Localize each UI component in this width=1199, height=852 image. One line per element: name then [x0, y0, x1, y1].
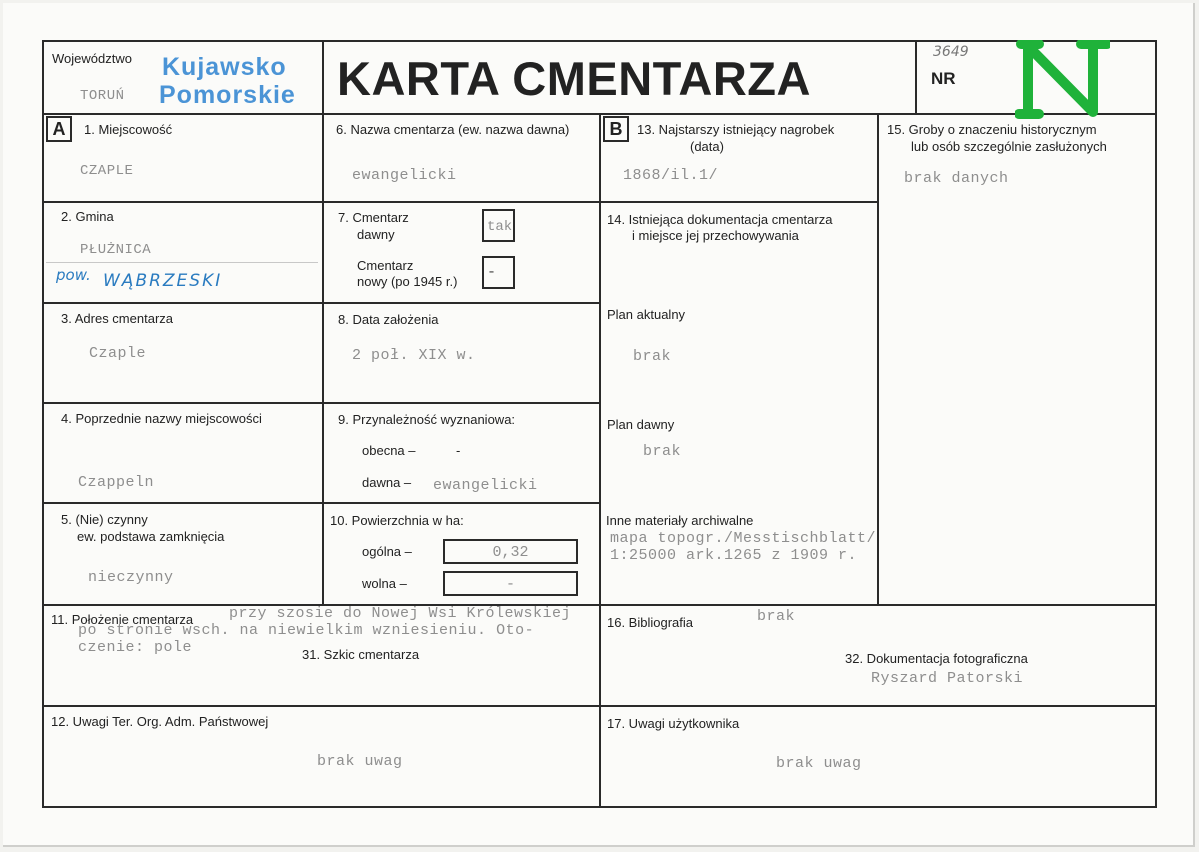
field-10-free-box: [443, 571, 578, 596]
nr-handwritten: 3649: [933, 44, 969, 60]
field-7-new-value: -: [487, 264, 497, 281]
field-32-value: Ryszard Patorski: [871, 670, 1024, 687]
field-2-underline: [46, 262, 318, 263]
field-10-total-box: [443, 539, 578, 564]
row-line-5: [42, 604, 1157, 606]
row-line-6: [42, 705, 1157, 707]
field-7-label-line2: dawny: [357, 227, 395, 242]
field-6-label: 6. Nazwa cmentarza (ew. nazwa dawna): [336, 122, 570, 137]
row-line-1: [42, 201, 878, 203]
section-a-badge: A: [46, 116, 72, 142]
field-2-county-handwritten: WĄBRZESKI: [103, 271, 223, 291]
field-10-free-label: wolna –: [362, 576, 407, 591]
other-materials-label: Inne materiały archiwalne: [606, 513, 754, 528]
field-16-value: brak: [757, 608, 796, 625]
header-vline-2: [915, 40, 917, 114]
field-15-value: brak danych: [904, 170, 1009, 187]
field-8-label: 8. Data założenia: [338, 312, 439, 327]
plan-old-label: Plan dawny: [607, 417, 675, 432]
plan-current-value: brak: [633, 348, 672, 365]
field-2-label: 2. Gmina: [61, 209, 114, 224]
other-materials-line2: 1:25000 ark.1265 z 1909 r.: [610, 547, 858, 564]
field-9-current-label: obecna –: [362, 443, 416, 458]
field-7-old-value: tak: [487, 219, 513, 235]
field-2-pow-handwritten: pow.: [56, 266, 91, 284]
field-7-label-line1: 7. Cmentarz: [338, 210, 409, 225]
field-13-value: 1868/il.1/: [623, 167, 719, 184]
field-5-label-line1: 5. (Nie) czynny: [61, 512, 148, 527]
field-12-value: brak uwag: [317, 753, 403, 770]
field-11-value-line1: przy szosie do Nowej Wsi Królewskiej: [229, 605, 572, 622]
field-11-value-line3: czenie: pole: [78, 639, 193, 656]
field-10-label: 10. Powierzchnia w ha:: [330, 513, 464, 528]
field-31-label: 31. Szkic cmentarza: [302, 647, 420, 662]
nr-label: NR: [931, 69, 956, 88]
field-9-former-value: ewangelicki: [433, 477, 538, 494]
field-17-label: 17. Uwagi użytkownika: [607, 716, 740, 731]
field-5-value: nieczynny: [88, 569, 174, 586]
plan-current-label: Plan aktualny: [607, 307, 686, 322]
col-line-2: [599, 113, 601, 808]
field-10-free-value: -: [505, 576, 515, 593]
other-materials-line1: mapa topogr./Messtischblatt/: [610, 530, 877, 547]
row-line-3: [42, 402, 600, 404]
field-7-old-checkbox: [482, 209, 515, 242]
row-line-4: [42, 502, 600, 504]
field-3-label: 3. Adres cmentarza: [61, 311, 173, 326]
field-1-value: CZAPLE: [80, 163, 134, 179]
field-9-former-label: dawna –: [362, 475, 412, 490]
field-10-total-label: ogólna –: [362, 544, 412, 559]
field-13-label-line1: 13. Najstarszy istniejący nagrobek: [637, 122, 835, 137]
col-line-1: [322, 113, 324, 605]
field-12-label: 12. Uwagi Ter. Org. Adm. Państwowej: [51, 714, 269, 729]
field-15-label-line1: 15. Groby o znaczeniu historycznym: [887, 122, 1097, 137]
field-14-label-line2: i miejsce jej przechowywania: [632, 228, 799, 243]
field-10-total-value: 0,32: [492, 544, 529, 561]
field-11-value-line2: po stronie wsch. na niewielkim wzniesieniu. Oto-: [78, 622, 535, 639]
voivodeship-stamp-line1: Kujawsko: [162, 53, 287, 81]
field-17-value: brak uwag: [776, 755, 862, 772]
field-14-label-line1: 14. Istniejąca dokumentacja cmentarza: [607, 212, 833, 227]
voivodeship-stamp-line2: Pomorskie: [159, 81, 296, 109]
field-8-value: 2 poł. XIX w.: [352, 347, 476, 364]
section-b-badge: B: [603, 116, 629, 142]
field-6-value: ewangelicki: [352, 167, 457, 184]
header-vline-1: [322, 40, 324, 114]
field-11-label: 11. Położenie cmentarza: [51, 612, 194, 627]
field-15-label-line2: lub osób szczególnie zasłużonych: [911, 139, 1107, 154]
field-9-label: 9. Przynależność wyznaniowa:: [338, 412, 516, 427]
field-2-value: PŁUŻNICA: [80, 242, 152, 258]
field-7-new-checkbox: [482, 256, 515, 289]
plan-old-value: brak: [643, 443, 682, 460]
row-line-2: [42, 302, 600, 304]
field-16-label: 16. Bibliografia: [607, 615, 693, 630]
col-line-3: [877, 113, 879, 605]
field-7-new-line1: Cmentarz: [357, 258, 414, 273]
field-1-label: 1. Miejscowość: [84, 122, 173, 137]
field-32-label: 32. Dokumentacja fotograficzna: [845, 651, 1028, 666]
green-n-mark: [1015, 40, 1110, 120]
voivodeship-label: Województwo: [52, 51, 132, 66]
field-5-label-line2: ew. podstawa zamknięcia: [77, 529, 225, 544]
field-3-value: Czaple: [89, 345, 147, 362]
field-7-new-line2: nowy (po 1945 r.): [357, 274, 458, 289]
field-4-label: 4. Poprzednie nazwy miejscowości: [61, 411, 262, 426]
field-4-value: Czappeln: [78, 474, 155, 491]
form-title: KARTA CMENTARZA: [337, 52, 811, 105]
old-voivodeship-typed: TORUŃ: [80, 88, 125, 104]
field-13-label-line2: (data): [690, 139, 724, 154]
field-9-current-value: -: [456, 443, 461, 458]
